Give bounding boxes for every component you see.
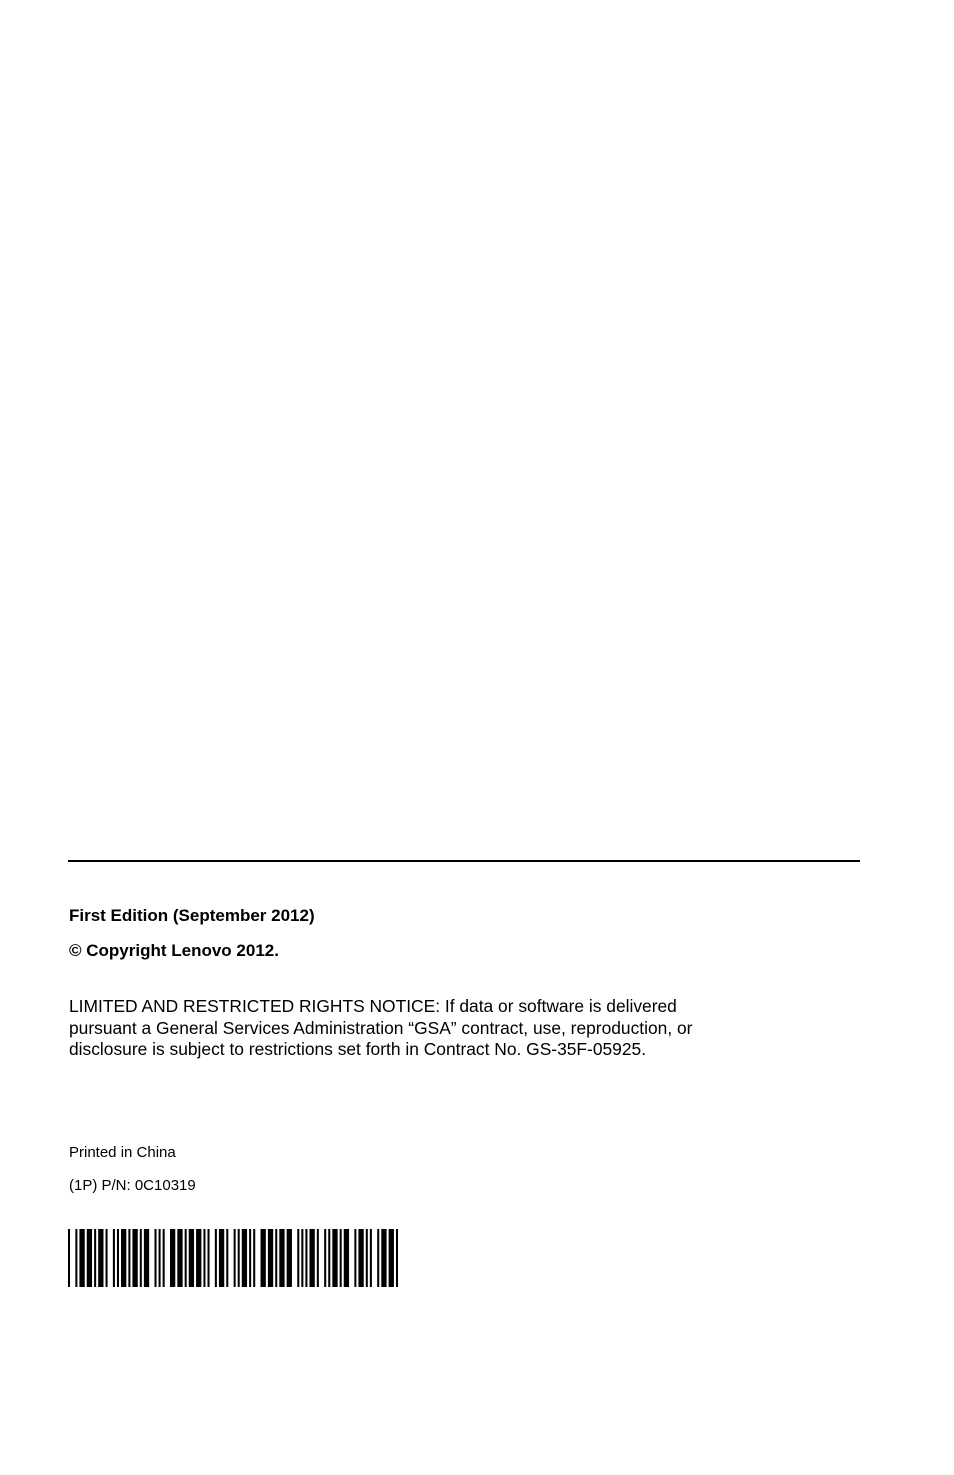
barcode-bar: [79, 1229, 84, 1287]
barcode-bar: [366, 1229, 368, 1287]
barcode-bar: [238, 1229, 240, 1287]
barcode-bar: [121, 1229, 126, 1287]
barcode-bar: [305, 1229, 307, 1287]
rights-notice-line: pursuant a General Services Administration “GSA” contract, use, reproduction, or: [69, 1017, 693, 1038]
barcode-bar: [377, 1229, 379, 1287]
barcode-bar: [68, 1229, 70, 1287]
barcode-bar: [132, 1229, 137, 1287]
barcode-bar: [196, 1229, 201, 1287]
barcode-bar: [203, 1229, 205, 1287]
barcode-bar: [332, 1229, 337, 1287]
rights-notice-line: LIMITED AND RESTRICTED RIGHTS NOTICE: If data or software is delivered: [69, 996, 677, 1016]
barcode-bar: [170, 1229, 175, 1287]
barcode-bar: [279, 1229, 284, 1287]
barcode-bar: [354, 1229, 356, 1287]
barcode-bar: [328, 1229, 330, 1287]
barcode-bar: [117, 1229, 119, 1287]
barcode-bar: [242, 1229, 247, 1287]
barcode-bar: [154, 1229, 156, 1287]
barcode-bar: [98, 1229, 103, 1287]
barcode-bar: [396, 1229, 398, 1287]
barcode-bar: [106, 1229, 108, 1287]
barcode-bar: [219, 1229, 224, 1287]
rights-notice: [69, 996, 829, 1061]
copyright-text: © Copyright Lenovo 2012.: [69, 941, 279, 960]
rights-notice-line: disclosure is subject to restrictions set forth in Contract No. GS-35F-05925.: [69, 1039, 647, 1059]
printed-in-text: Printed in China: [69, 1144, 176, 1161]
part-number-text: (1P) P/N: 0C10319: [69, 1177, 196, 1194]
barcode-bar: [301, 1229, 303, 1287]
barcode-bar: [344, 1229, 349, 1287]
barcode-bar: [370, 1229, 372, 1287]
barcode-bar: [140, 1229, 142, 1287]
barcode-bar: [113, 1229, 115, 1287]
barcode-bar: [389, 1229, 394, 1287]
barcode-bar: [87, 1229, 92, 1287]
barcode-bar: [94, 1229, 96, 1287]
barcode-bar: [297, 1229, 299, 1287]
barcode-bar: [189, 1229, 194, 1287]
barcode-bar: [75, 1229, 77, 1287]
barcode-bar: [163, 1229, 165, 1287]
barcode-bar: [226, 1229, 228, 1287]
barcode-bar: [185, 1229, 187, 1287]
barcode-bar: [253, 1229, 255, 1287]
horizontal-rule: [68, 860, 860, 862]
barcode-bar: [358, 1229, 363, 1287]
barcode-bar: [159, 1229, 161, 1287]
barcode-bar: [215, 1229, 217, 1287]
barcode-bar: [261, 1229, 266, 1287]
barcode-bar: [208, 1229, 210, 1287]
barcode-bar: [144, 1229, 149, 1287]
barcode-bar: [177, 1229, 182, 1287]
barcode-bar: [381, 1229, 386, 1287]
barcode-bar: [128, 1229, 130, 1287]
barcode-bar: [340, 1229, 342, 1287]
barcode-bar: [249, 1229, 251, 1287]
barcode-bar: [324, 1229, 326, 1287]
barcode-bar: [275, 1229, 277, 1287]
barcode-bar: [309, 1229, 314, 1287]
barcode-bar: [268, 1229, 273, 1287]
barcode-image: [68, 1229, 398, 1287]
barcode-bar: [317, 1229, 319, 1287]
barcode-bar: [234, 1229, 236, 1287]
barcode-bar: [287, 1229, 292, 1287]
edition-text: First Edition (September 2012): [69, 906, 315, 925]
